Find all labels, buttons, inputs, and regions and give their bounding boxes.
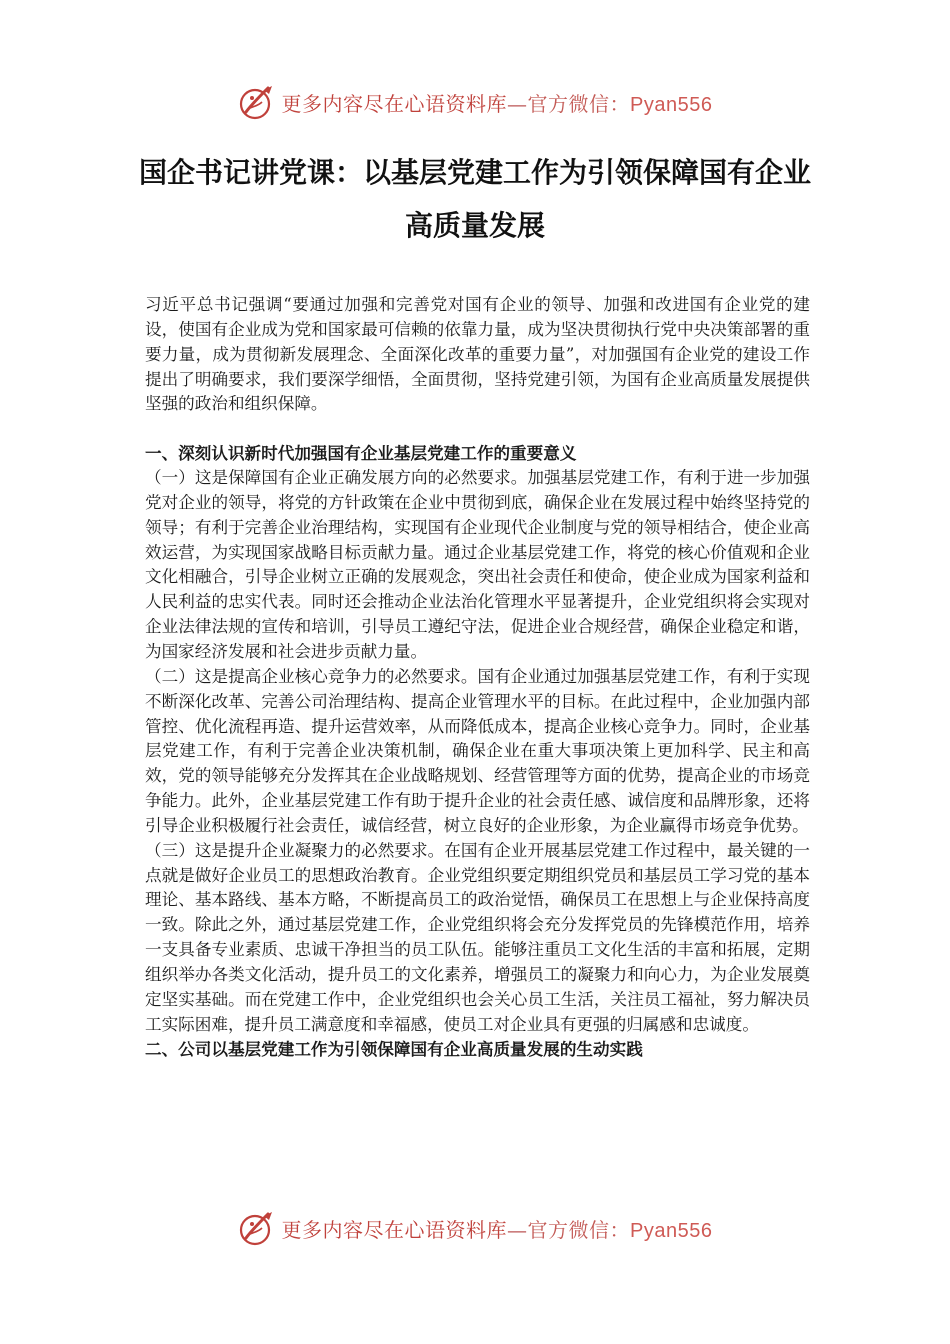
section-2-heading: 二、公司以基层党建工作为引领保障国有企业高质量发展的生动实践 xyxy=(145,1039,643,1060)
watermark-wechat-label: 官方微信： xyxy=(527,1217,631,1242)
watermark-separator: — xyxy=(507,91,528,116)
watermark-banner-bottom xyxy=(0,1208,950,1248)
section-1-paragraph-3: （三）这是提升企业凝聚力的必然要求。在国有企业开展基层党建工作过程中，最关键的一点就是做好企业员工的思想政治教育。企业党组织要定期组织党员和基层员工学习党的基本理论、基本路线、基本方略，不断提高员工的政治觉悟，确保员工在思想上与企业保持高度一致。除此之外，通过基层党建工作，企业党组织将会充分发挥党员的先锋模范作用，培养一支具备专业素质、忠诚干净担当的员工队伍。能够注重员工文化生活的丰富和拓展，定期组织举办各类文化活动，提升员工的文化素养，增强员工的凝聚力和向心力，为企业发展奠定坚实基础。而在党建工作中，企业党组织也会关心员工生活，关注员工福祉，努力解决员工实际困难，提升员工满意度和幸福感，使员工对企业具有更强的归属感和忠诚度。 xyxy=(145,840,810,1034)
section-1-paragraph-1: （一）这是保障国有企业正确发展方向的必然要求。加强基层党建工作，有利于进一步加强党对企业的领导，将党的方针政策在企业中贯彻到底，确保企业在发展过程中始终坚持党的领导；有利于完善企业治理结构，实现国有企业现代企业制度与党的领导相结合，使企业高效运营，为实现国家战略目标贡献力量。通过企业基层党建工作，将党的核心价值观和企业文化相融合，引导企业树立正确的发展观念，突出社会责任和使命，使企业成为国家利益和人民利益的忠实代表。同时还会推动企业法治化管理水平显著提升，企业党组织将会实现对企业法律法规的宣传和培训，引导员工遵纪守法，促进企业合规经营，确保企业稳定和谐，为国家经济发展和社会进步贡献力量。 xyxy=(145,468,810,661)
document-title: 国企书记讲党课：以基层党建工作为引领保障国有企业高质量发展 xyxy=(138,156,811,242)
intro-paragraph: 习近平总书记强调“要通过加强和完善党对国有企业的领导、加强和改进国有企业党的建设，使国有企业成为党和国家最可信赖的依靠力量，成为坚决贯彻执行党中央决策部署的重要力量，成为贯彻新发展理念、全面深化改革的重要力量”，对加强国有企业党的建设工作提出了明确要求，我们要深学细悟，全面贯彻，坚持党建引领，为国有企业高质量发展提供坚强的政治和组织保障。 xyxy=(145,295,810,414)
watermark-wechat-id: Pyan556 xyxy=(630,1219,713,1242)
watermark-banner-top xyxy=(0,82,950,122)
watermark-main-text: 更多内容尽在心语资料库 xyxy=(281,91,508,116)
writing-hand-logo-icon xyxy=(238,82,278,122)
watermark-wechat-label: 官方微信： xyxy=(527,91,631,116)
watermark-wechat-id: Pyan556 xyxy=(630,93,713,116)
watermark-separator: — xyxy=(507,1217,528,1242)
document-body xyxy=(145,293,810,1062)
section-1-heading: 一、深刻认识新时代加强国有企业基层党建工作的重要意义 xyxy=(145,443,577,464)
watermark-main-text: 更多内容尽在心语资料库 xyxy=(281,1217,508,1242)
section-1-paragraph-2: （二）这是提高企业核心竞争力的必然要求。国有企业通过加强基层党建工作，有利于实现不断深化改革、完善公司治理结构、提高企业管理水平的目标。在此过程中，企业加强内部管控、优化流程再造、提升运营效率，从而降低成本，提高企业核心竞争力。同时，企业基层党建工作，有利于完善企业决策机制，确保企业在重大事项决策上更加科学、民主和高效，党的领导能够充分发挥其在企业战略规划、经营管理等方面的优势，提高企业的市场竞争能力。此外，企业基层党建工作有助于提升企业的社会责任感、诚信度和品牌形象，还将引导企业积极履行社会责任，诚信经营，树立良好的企业形象，为企业赢得市场竞争优势。 xyxy=(145,666,810,835)
writing-hand-logo-icon xyxy=(238,1208,278,1248)
